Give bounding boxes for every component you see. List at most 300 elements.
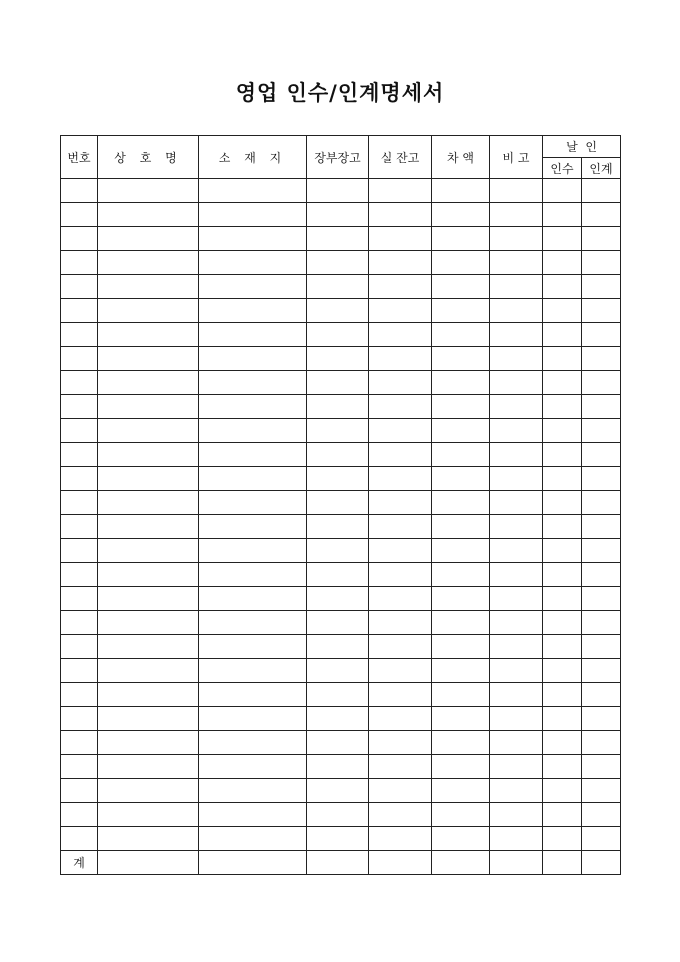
cell-book-stock[interactable] [307, 659, 369, 683]
cell-number[interactable] [61, 755, 98, 779]
total-cell-seal-receive[interactable] [543, 851, 582, 875]
cell-location[interactable] [199, 347, 307, 371]
cell-company-name[interactable] [98, 755, 199, 779]
cell-seal-receive[interactable] [543, 779, 582, 803]
cell-book-stock[interactable] [307, 563, 369, 587]
cell-remarks[interactable] [490, 779, 543, 803]
cell-remarks[interactable] [490, 251, 543, 275]
cell-difference[interactable] [432, 803, 490, 827]
table-row [61, 299, 621, 323]
cell-seal-receive[interactable] [543, 731, 582, 755]
cell-difference[interactable] [432, 755, 490, 779]
cell-difference[interactable] [432, 635, 490, 659]
cell-book-stock[interactable] [307, 635, 369, 659]
cell-number[interactable] [61, 347, 98, 371]
cell-difference[interactable] [432, 203, 490, 227]
cell-book-stock[interactable] [307, 779, 369, 803]
cell-number[interactable] [61, 371, 98, 395]
cell-book-stock[interactable] [307, 371, 369, 395]
cell-company-name[interactable] [98, 683, 199, 707]
cell-company-name[interactable] [98, 443, 199, 467]
cell-book-stock[interactable] [307, 419, 369, 443]
cell-book-stock[interactable] [307, 587, 369, 611]
cell-location[interactable] [199, 779, 307, 803]
cell-seal-handover[interactable] [582, 803, 621, 827]
cell-number[interactable] [61, 395, 98, 419]
cell-book-stock[interactable] [307, 755, 369, 779]
cell-seal-receive[interactable] [543, 179, 582, 203]
cell-seal-handover[interactable] [582, 419, 621, 443]
cell-seal-receive[interactable] [543, 539, 582, 563]
cell-seal-receive[interactable] [543, 587, 582, 611]
cell-actual-balance[interactable] [369, 323, 432, 347]
cell-seal-handover[interactable] [582, 611, 621, 635]
table-body [61, 179, 621, 875]
cell-book-stock[interactable] [307, 539, 369, 563]
cell-company-name[interactable] [98, 803, 199, 827]
table-row [61, 251, 621, 275]
table-row [61, 755, 621, 779]
cell-remarks[interactable] [490, 803, 543, 827]
cell-number[interactable] [61, 683, 98, 707]
cell-seal-handover[interactable] [582, 755, 621, 779]
cell-location[interactable] [199, 467, 307, 491]
cell-company-name[interactable] [98, 299, 199, 323]
cell-seal-handover[interactable] [582, 371, 621, 395]
cell-seal-receive[interactable] [543, 563, 582, 587]
cell-remarks[interactable] [490, 227, 543, 251]
cell-actual-balance[interactable] [369, 587, 432, 611]
cell-book-stock[interactable] [307, 203, 369, 227]
cell-book-stock[interactable] [307, 179, 369, 203]
cell-seal-receive[interactable] [543, 227, 582, 251]
cell-difference[interactable] [432, 227, 490, 251]
cell-seal-receive[interactable] [543, 515, 582, 539]
table-row [61, 779, 621, 803]
cell-book-stock[interactable] [307, 731, 369, 755]
cell-difference[interactable] [432, 179, 490, 203]
cell-seal-handover[interactable] [582, 731, 621, 755]
cell-company-name[interactable] [98, 395, 199, 419]
cell-remarks[interactable] [490, 467, 543, 491]
cell-seal-receive[interactable] [543, 347, 582, 371]
cell-remarks[interactable] [490, 731, 543, 755]
cell-remarks[interactable] [490, 563, 543, 587]
table-row [61, 827, 621, 851]
cell-book-stock[interactable] [307, 443, 369, 467]
cell-remarks[interactable] [490, 443, 543, 467]
cell-number[interactable] [61, 443, 98, 467]
cell-number[interactable] [61, 323, 98, 347]
cell-seal-receive[interactable] [543, 683, 582, 707]
cell-seal-handover[interactable] [582, 779, 621, 803]
cell-location[interactable] [199, 299, 307, 323]
cell-actual-balance[interactable] [369, 611, 432, 635]
cell-remarks[interactable] [490, 395, 543, 419]
cell-seal-receive[interactable] [543, 395, 582, 419]
table-row [61, 515, 621, 539]
cell-remarks[interactable] [490, 683, 543, 707]
cell-company-name[interactable] [98, 587, 199, 611]
cell-book-stock[interactable] [307, 347, 369, 371]
cell-actual-balance[interactable] [369, 827, 432, 851]
table-row [61, 659, 621, 683]
cell-actual-balance[interactable] [369, 683, 432, 707]
cell-number[interactable] [61, 659, 98, 683]
cell-seal-handover[interactable] [582, 683, 621, 707]
cell-location[interactable] [199, 827, 307, 851]
cell-company-name[interactable] [98, 779, 199, 803]
cell-remarks[interactable] [490, 755, 543, 779]
total-cell-location[interactable] [199, 851, 307, 875]
table-row [61, 179, 621, 203]
cell-difference[interactable] [432, 563, 490, 587]
cell-actual-balance[interactable] [369, 491, 432, 515]
cell-location[interactable] [199, 635, 307, 659]
cell-location[interactable] [199, 515, 307, 539]
cell-remarks[interactable] [490, 419, 543, 443]
cell-difference[interactable] [432, 539, 490, 563]
cell-number[interactable] [61, 803, 98, 827]
table-row [61, 635, 621, 659]
cell-remarks[interactable] [490, 611, 543, 635]
cell-book-stock[interactable] [307, 827, 369, 851]
header-number: 번호 [61, 136, 98, 179]
cell-book-stock[interactable] [307, 683, 369, 707]
cell-seal-handover[interactable] [582, 347, 621, 371]
table-row [61, 707, 621, 731]
cell-location[interactable] [199, 563, 307, 587]
header-book-stock: 장부장고 [307, 136, 369, 179]
total-cell-remarks[interactable] [490, 851, 543, 875]
cell-seal-handover[interactable] [582, 467, 621, 491]
cell-difference[interactable] [432, 827, 490, 851]
cell-difference[interactable] [432, 323, 490, 347]
cell-seal-handover[interactable] [582, 707, 621, 731]
cell-seal-handover[interactable] [582, 491, 621, 515]
table-row [61, 467, 621, 491]
cell-location[interactable] [199, 371, 307, 395]
table-row [61, 731, 621, 755]
cell-book-stock[interactable] [307, 611, 369, 635]
cell-company-name[interactable] [98, 611, 199, 635]
cell-remarks[interactable] [490, 587, 543, 611]
cell-book-stock[interactable] [307, 227, 369, 251]
cell-seal-handover[interactable] [582, 659, 621, 683]
cell-location[interactable] [199, 659, 307, 683]
cell-remarks[interactable] [490, 515, 543, 539]
cell-difference[interactable] [432, 467, 490, 491]
cell-actual-balance[interactable] [369, 395, 432, 419]
cell-actual-balance[interactable] [369, 275, 432, 299]
cell-location[interactable] [199, 587, 307, 611]
cell-number[interactable] [61, 467, 98, 491]
cell-seal-receive[interactable] [543, 803, 582, 827]
cell-book-stock[interactable] [307, 395, 369, 419]
cell-remarks[interactable] [490, 347, 543, 371]
cell-location[interactable] [199, 227, 307, 251]
cell-seal-handover[interactable] [582, 827, 621, 851]
total-cell-difference[interactable] [432, 851, 490, 875]
total-cell-actual-balance[interactable] [369, 851, 432, 875]
cell-difference[interactable] [432, 683, 490, 707]
cell-actual-balance[interactable] [369, 347, 432, 371]
cell-company-name[interactable] [98, 635, 199, 659]
cell-remarks[interactable] [490, 707, 543, 731]
cell-book-stock[interactable] [307, 491, 369, 515]
cell-difference[interactable] [432, 371, 490, 395]
cell-actual-balance[interactable] [369, 371, 432, 395]
cell-remarks[interactable] [490, 539, 543, 563]
cell-remarks[interactable] [490, 371, 543, 395]
cell-seal-handover[interactable] [582, 635, 621, 659]
cell-difference[interactable] [432, 659, 490, 683]
cell-seal-receive[interactable] [543, 635, 582, 659]
cell-location[interactable] [199, 323, 307, 347]
cell-difference[interactable] [432, 587, 490, 611]
cell-book-stock[interactable] [307, 467, 369, 491]
cell-remarks[interactable] [490, 203, 543, 227]
cell-number[interactable] [61, 251, 98, 275]
cell-seal-receive[interactable] [543, 275, 582, 299]
cell-actual-balance[interactable] [369, 539, 432, 563]
cell-seal-handover[interactable] [582, 203, 621, 227]
table-row [61, 443, 621, 467]
cell-seal-receive[interactable] [543, 755, 582, 779]
cell-number[interactable] [61, 707, 98, 731]
cell-book-stock[interactable] [307, 299, 369, 323]
cell-difference[interactable] [432, 779, 490, 803]
cell-actual-balance[interactable] [369, 227, 432, 251]
cell-actual-balance[interactable] [369, 467, 432, 491]
cell-number[interactable] [61, 491, 98, 515]
cell-difference[interactable] [432, 611, 490, 635]
cell-location[interactable] [199, 683, 307, 707]
total-cell-seal-handover[interactable] [582, 851, 621, 875]
cell-seal-receive[interactable] [543, 443, 582, 467]
cell-number[interactable] [61, 731, 98, 755]
cell-seal-handover[interactable] [582, 587, 621, 611]
cell-company-name[interactable] [98, 323, 199, 347]
cell-company-name[interactable] [98, 659, 199, 683]
cell-seal-handover[interactable] [582, 227, 621, 251]
cell-seal-handover[interactable] [582, 323, 621, 347]
cell-seal-receive[interactable] [543, 419, 582, 443]
cell-company-name[interactable] [98, 371, 199, 395]
cell-actual-balance[interactable] [369, 299, 432, 323]
cell-company-name[interactable] [98, 539, 199, 563]
cell-book-stock[interactable] [307, 707, 369, 731]
cell-number[interactable] [61, 227, 98, 251]
cell-company-name[interactable] [98, 515, 199, 539]
cell-difference[interactable] [432, 491, 490, 515]
cell-location[interactable] [199, 731, 307, 755]
cell-location[interactable] [199, 395, 307, 419]
header-company-name: 상 호 명 [98, 136, 199, 179]
cell-book-stock[interactable] [307, 515, 369, 539]
cell-seal-receive[interactable] [543, 323, 582, 347]
cell-actual-balance[interactable] [369, 659, 432, 683]
cell-difference[interactable] [432, 275, 490, 299]
cell-location[interactable] [199, 203, 307, 227]
cell-difference[interactable] [432, 299, 490, 323]
cell-actual-balance[interactable] [369, 731, 432, 755]
cell-seal-handover[interactable] [582, 395, 621, 419]
document-title: 영업 인수/인계명세서 [235, 80, 445, 105]
cell-difference[interactable] [432, 707, 490, 731]
cell-difference[interactable] [432, 515, 490, 539]
cell-number[interactable] [61, 299, 98, 323]
cell-remarks[interactable] [490, 827, 543, 851]
cell-seal-receive[interactable] [543, 467, 582, 491]
table-row [61, 395, 621, 419]
header-actual-balance: 실 잔고 [369, 136, 432, 179]
table-row [61, 275, 621, 299]
cell-actual-balance[interactable] [369, 755, 432, 779]
cell-seal-handover[interactable] [582, 299, 621, 323]
cell-difference[interactable] [432, 251, 490, 275]
cell-actual-balance[interactable] [369, 779, 432, 803]
cell-seal-handover[interactable] [582, 515, 621, 539]
cell-actual-balance[interactable] [369, 635, 432, 659]
cell-seal-receive[interactable] [543, 707, 582, 731]
cell-company-name[interactable] [98, 419, 199, 443]
cell-difference[interactable] [432, 395, 490, 419]
cell-seal-receive[interactable] [543, 371, 582, 395]
cell-company-name[interactable] [98, 227, 199, 251]
table-row [61, 323, 621, 347]
cell-remarks[interactable] [490, 491, 543, 515]
cell-number[interactable] [61, 179, 98, 203]
cell-difference[interactable] [432, 347, 490, 371]
cell-number[interactable] [61, 515, 98, 539]
table-row [61, 347, 621, 371]
cell-company-name[interactable] [98, 731, 199, 755]
handover-table [60, 135, 621, 875]
cell-seal-handover[interactable] [582, 251, 621, 275]
cell-seal-handover[interactable] [582, 179, 621, 203]
cell-book-stock[interactable] [307, 803, 369, 827]
cell-location[interactable] [199, 251, 307, 275]
cell-difference[interactable] [432, 443, 490, 467]
cell-company-name[interactable] [98, 347, 199, 371]
cell-company-name[interactable] [98, 563, 199, 587]
table-row [61, 371, 621, 395]
header-remarks: 비 고 [490, 136, 543, 179]
cell-location[interactable] [199, 803, 307, 827]
cell-company-name[interactable] [98, 203, 199, 227]
cell-company-name[interactable] [98, 827, 199, 851]
cell-company-name[interactable] [98, 275, 199, 299]
cell-number[interactable] [61, 419, 98, 443]
cell-actual-balance[interactable] [369, 419, 432, 443]
cell-number[interactable] [61, 587, 98, 611]
cell-remarks[interactable] [490, 179, 543, 203]
table-row [61, 539, 621, 563]
cell-seal-receive[interactable] [543, 203, 582, 227]
table-row [61, 563, 621, 587]
cell-number[interactable] [61, 275, 98, 299]
cell-actual-balance[interactable] [369, 203, 432, 227]
cell-book-stock[interactable] [307, 275, 369, 299]
table-row [61, 227, 621, 251]
cell-seal-receive[interactable] [543, 659, 582, 683]
table-row [61, 803, 621, 827]
header-difference: 차 액 [432, 136, 490, 179]
table-row [61, 587, 621, 611]
cell-seal-handover[interactable] [582, 563, 621, 587]
cell-seal-receive[interactable] [543, 611, 582, 635]
cell-seal-receive[interactable] [543, 251, 582, 275]
cell-book-stock[interactable] [307, 323, 369, 347]
cell-location[interactable] [199, 755, 307, 779]
cell-actual-balance[interactable] [369, 443, 432, 467]
cell-number[interactable] [61, 203, 98, 227]
cell-number[interactable] [61, 635, 98, 659]
total-cell-company-name[interactable] [98, 851, 199, 875]
cell-location[interactable] [199, 443, 307, 467]
cell-actual-balance[interactable] [369, 803, 432, 827]
table-row [61, 683, 621, 707]
cell-seal-receive[interactable] [543, 827, 582, 851]
cell-remarks[interactable] [490, 299, 543, 323]
cell-difference[interactable] [432, 731, 490, 755]
cell-actual-balance[interactable] [369, 707, 432, 731]
cell-number[interactable] [61, 563, 98, 587]
cell-seal-receive[interactable] [543, 299, 582, 323]
table-row [61, 611, 621, 635]
table-row [61, 203, 621, 227]
cell-seal-handover[interactable] [582, 539, 621, 563]
cell-remarks[interactable] [490, 635, 543, 659]
cell-actual-balance[interactable] [369, 563, 432, 587]
cell-location[interactable] [199, 491, 307, 515]
cell-remarks[interactable] [490, 659, 543, 683]
header-location: 소 재 지 [199, 136, 307, 179]
cell-actual-balance[interactable] [369, 251, 432, 275]
cell-number[interactable] [61, 827, 98, 851]
cell-location[interactable] [199, 419, 307, 443]
cell-remarks[interactable] [490, 323, 543, 347]
table-row [61, 491, 621, 515]
cell-remarks[interactable] [490, 275, 543, 299]
cell-book-stock[interactable] [307, 251, 369, 275]
cell-number[interactable] [61, 611, 98, 635]
cell-company-name[interactable] [98, 179, 199, 203]
cell-company-name[interactable] [98, 707, 199, 731]
cell-seal-receive[interactable] [543, 491, 582, 515]
cell-location[interactable] [199, 179, 307, 203]
cell-seal-handover[interactable] [582, 275, 621, 299]
header-seal-handover: 인계 [582, 158, 621, 179]
cell-location[interactable] [199, 611, 307, 635]
cell-number[interactable] [61, 779, 98, 803]
cell-location[interactable] [199, 707, 307, 731]
cell-difference[interactable] [432, 419, 490, 443]
cell-location[interactable] [199, 539, 307, 563]
cell-company-name[interactable] [98, 491, 199, 515]
cell-company-name[interactable] [98, 251, 199, 275]
cell-location[interactable] [199, 275, 307, 299]
cell-number[interactable] [61, 539, 98, 563]
cell-actual-balance[interactable] [369, 179, 432, 203]
header-seal: 날 인 [543, 136, 621, 158]
cell-seal-handover[interactable] [582, 443, 621, 467]
header-seal-receive: 인수 [543, 158, 582, 179]
total-cell-book-stock[interactable] [307, 851, 369, 875]
cell-actual-balance[interactable] [369, 515, 432, 539]
cell-company-name[interactable] [98, 467, 199, 491]
